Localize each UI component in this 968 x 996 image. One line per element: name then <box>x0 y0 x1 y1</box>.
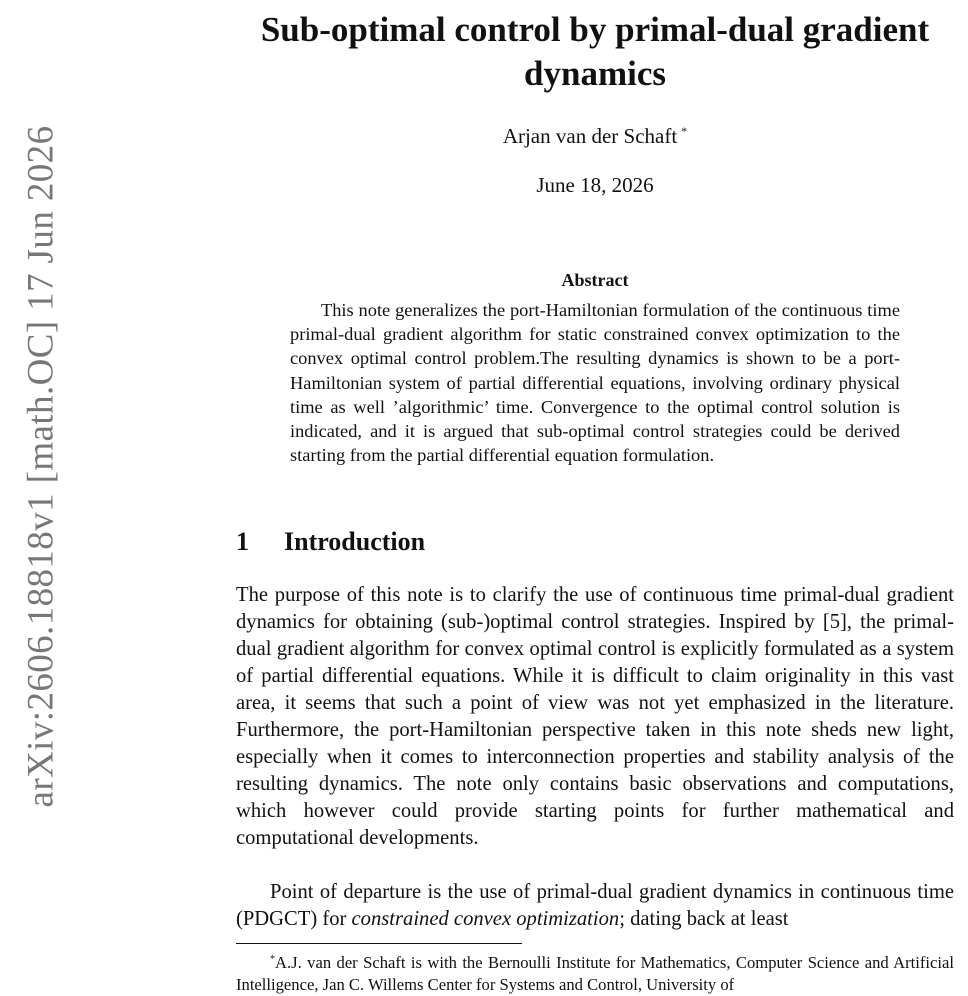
introduction-paragraph-2 <box>236 879 954 933</box>
paper-date: June 18, 2026 <box>536 173 654 197</box>
arxiv-identifier-text: arXiv:2606.18818v1 [math.OC] 17 Jun 2026 <box>20 125 62 807</box>
paper-title: Sub-optimal control by primal-dual gradient dynamics <box>260 10 930 93</box>
footnote-divider <box>236 943 522 944</box>
introduction-paragraph-1: The purpose of this note is to clarify the use of continuous time primal-dual gradient dynamics for obtaining (sub-)optimal control strategies. Inspired by [5], the primal-dual gradient algorithm for convex optimal control is explicitly formulated as a system of partial differential equations. While it is difficult to claim originality in this vast area, it seems that such a point of view was not yet emphasized in the literature. Furthermore, the port-Hamiltonian perspective taken in this note sheds new light, especially when it comes to interconnection properties and stability analysis of the resulting dynamics. The note only contains basic observations and computations, which however could provide starting points for further mathematical and computational developments. <box>236 584 954 849</box>
section-heading-introduction <box>236 527 425 557</box>
author-footnote-mark[interactable]: * <box>681 124 688 138</box>
footnote-mark: * <box>270 954 275 965</box>
author-name: Arjan van der Schaft <box>502 124 678 148</box>
footnote-text: A.J. van der Schaft is with the Bernoulli Institute for Mathematics, Computer Science and Artificial Intelligence, Jan C. Willems Center for Systems and Control, University of <box>236 953 954 994</box>
abstract-heading: Abstract <box>561 270 629 290</box>
section-number: 1 <box>236 527 249 556</box>
paragraph-2-emphasis: constrained convex optimization <box>351 908 620 930</box>
paragraph-2-text-start: Point of departure is the use of primal-dual gradient dynamics in continuous time (PDGCT) for <box>236 881 954 930</box>
section-title: Introduction <box>284 527 426 556</box>
author-line <box>236 124 954 149</box>
author-footnote <box>236 949 954 996</box>
abstract-text: This note generalizes the port-Hamiltonian formulation of the continuous time primal-dual gradient algorithm for static constrained convex optimization to the convex optimal control problem.The resulting dynamics is shown to be a port-Hamiltonian system of partial differential equations, involving ordinary physical time as well ’algorithmic’ time. Convergence to the optimal control solution is indicated, and it is argued that sub-optimal control strategies could be derived starting from the partial differential equation formulation. <box>290 300 900 466</box>
paragraph-2-text-end: ; dating back at least <box>619 908 789 930</box>
arxiv-identifier-stamp <box>18 93 64 839</box>
